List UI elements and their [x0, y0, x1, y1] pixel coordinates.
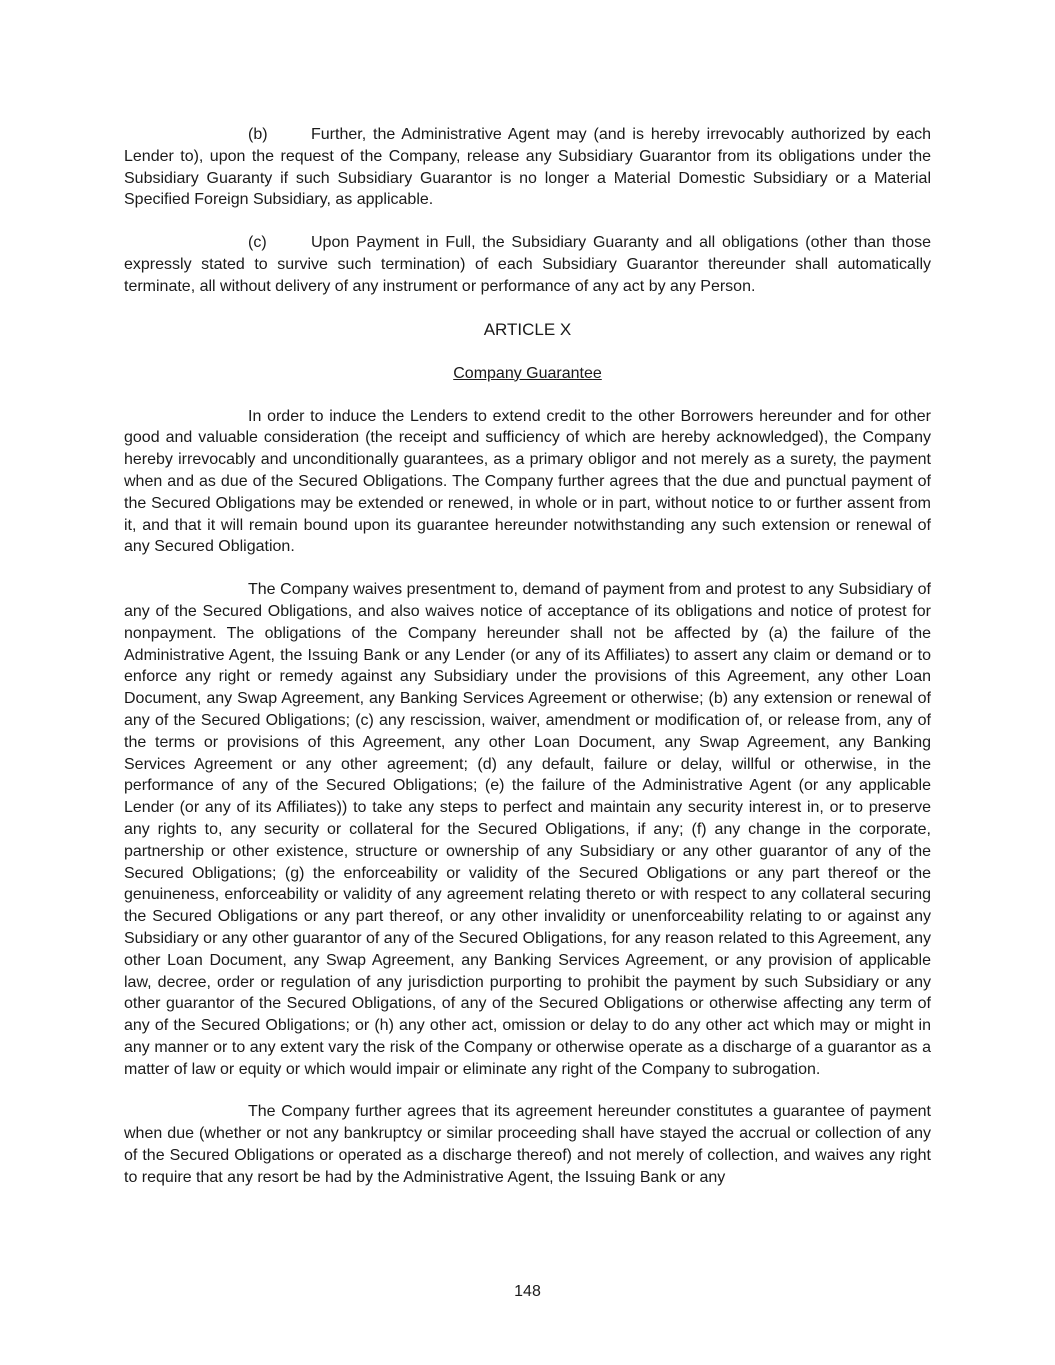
body-paragraph: The Company waives presentment to, demand of payment from and protest to any Subsidiary of any of the Secured Obligations, and also waives notice of acceptance of its obligations and notice of protest for nonpayment. The obligations of the Company hereunder shall not be affected by (a) the failure of the Administrative Agent, the Issuing Bank or any Lender (or any of its Affiliates) to assert any claim or demand or to enforce any right or remedy against any Subsidiary under the provisions of this Agreement, any other Loan Document, any Swap Agreement, any Banking Services Agreement or otherwise; (b) any extension or renewal of any of the Secured Obligations; (c) any rescission, waiver, amendment or modification of, or release from, any of the terms or provisions of this Agreement, any other Loan Document, any Swap Agreement, any Banking Services Agreement or any other agreement; (d) any default, failure or delay, willful or otherwise, in the performance of any of the Secured Obligations; (e) the failure of the Administrative Agent (or any applicable Lender (or any of its Affiliates)) to take any steps to perfect and maintain any security interest in, or to preserve any rights to, any security or collateral for the Secured Obligations, if any; (f) any change in the corporate, partnership or other existence, structure or ownership of any Subsidiary or any other guarantor of any of the Secured Obligations; (g) the enforceability or validity of the Secured Obligations or any part thereof or the genuineness, enforceability or validity of any agreement relating thereto or with respect to any collateral securing the Secured Obligations or any part thereof, or any other invalidity or unenforceability relating to or against any Subsidiary or any other guarantor of any of the Secured Obligations, for any reason related to this Agreement, any other Loan Document, any Swap Agreement, any Banking Services Agreement, or any provision of applicable law, decree, order or regulation of any jurisdiction purporting to prohibit the payment by such Subsidiary or any other guarantor of the Secured Obligations, of any of the Secured Obligations or otherwise affecting any term of any of the Secured Obligations; or (h) any other act, omission or delay to do any other act which may or might in any manner or to any extent vary the risk of the Company or otherwise operate as a discharge of a guarantor as a matter of law or equity or which would impair or eliminate any right of the Company to subrogation.: [124, 581, 931, 1078]
paragraph-marker-c: (c): [248, 234, 267, 252]
paragraph-b: [124, 124, 931, 211]
body-paragraph: In order to induce the Lenders to extend credit to the other Borrowers hereunder and for other good and valuable consideration (the receipt and sufficiency of which are hereby acknowledged), the Company hereby irrevocably and unconditionally guarantees, as a primary obligor and not merely as a surety, the payment when and as due of the Secured Obligations. The Company further agrees that the due and punctual payment of the Secured Obligations may be extended or renewed, in whole or in part, without notice to or further assent from it, and that it will remain bound upon its guarantee hereunder notwithstanding any such extension or renewal of any Secured Obligation.: [124, 407, 931, 556]
article-heading: ARTICLE X: [483, 319, 572, 339]
body-paragraph: The Company further agrees that its agreement hereunder constitutes a guarantee of payment when due (whether or not any bankruptcy or similar proceeding shall have stayed the accrual or collection of any of the Secured Obligations or operated as a discharge thereof) and not merely of collection, and waives any right to require that any resort be had by the Administrative Agent, the Issuing Bank or any: [124, 1103, 931, 1186]
document-page: [124, 124, 931, 1210]
paragraph-b-text: Further, the Administrative Agent may (and is hereby irrevocably authorized by each Lender to), upon the request of the Company, release any Subsidiary Guarantor from its obligations under the Subsidiary Guaranty if such Subsidiary Guarantor is no longer a Material Domestic Subsidiary or a Material Specified Foreign Subsidiary, as applicable.: [124, 126, 931, 209]
page-number: 148: [514, 1283, 541, 1300]
paragraph-c-text: Upon Payment in Full, the Subsidiary Guaranty and all obligations (other than those expressly stated to survive such termination) of each Subsidiary Guarantor thereunder shall automatically terminate, all without delivery of any instrument or performance of any act by any Person.: [124, 234, 931, 295]
paragraph-c: [124, 232, 931, 297]
article-title: [124, 363, 931, 385]
article-title-text: Company Guarantee: [453, 364, 602, 382]
paragraph-marker-b: (b): [248, 126, 268, 143]
